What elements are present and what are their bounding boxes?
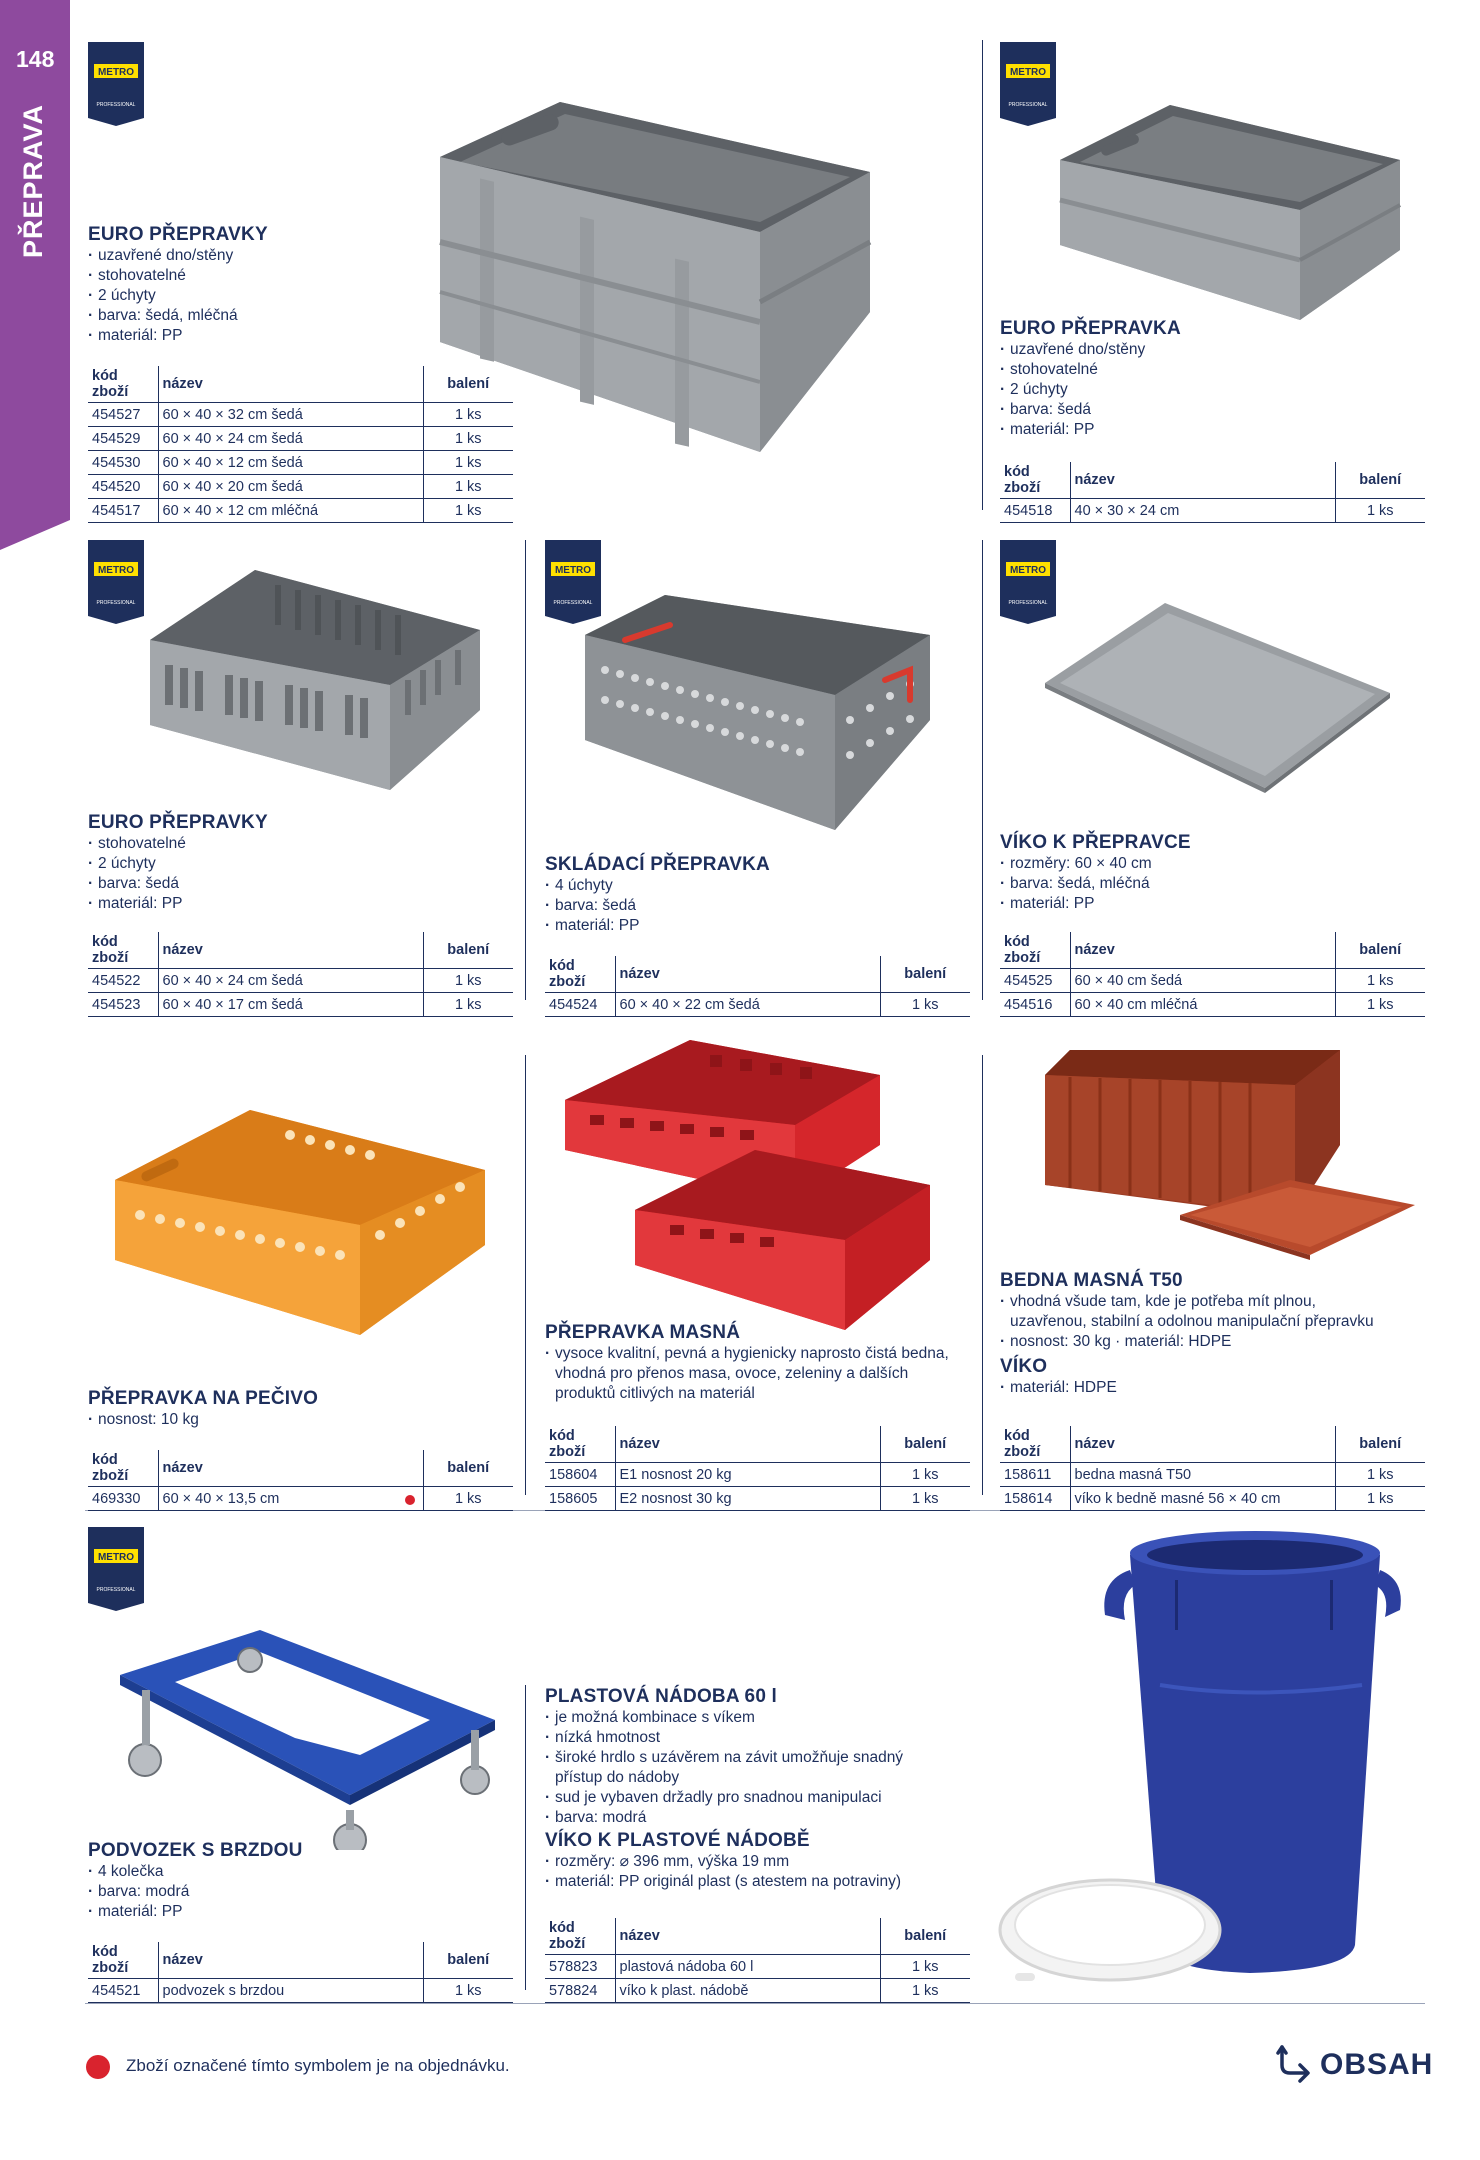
svg-text:METRO: METRO [1009,565,1047,576]
svg-text:PROFESSIONAL: PROFESSIONAL [1008,102,1048,108]
pack-size: 1 ks [880,1463,970,1487]
column-header-name: název [158,366,423,403]
product-title: EURO PŘEPRAVKY [88,224,268,245]
product-name: 60 × 40 × 24 cm šedá [158,427,423,451]
feature-list [1000,1378,1425,1398]
product-table [88,932,513,1017]
product-name: E1 nosnost 20 kg [615,1463,880,1487]
product-name: 60 × 40 cm šedá [1070,969,1335,993]
table-row [1000,993,1425,1017]
product-name: 60 × 40 × 32 cm šedá [158,403,423,427]
svg-text:PROFESSIONAL: PROFESSIONAL [1008,600,1048,606]
feature-item: · materiál: PP [545,916,970,936]
table-row [88,427,513,451]
svg-text:METRO: METRO [97,1552,135,1563]
column-divider [982,40,983,510]
column-divider [525,1685,526,1990]
product-table [545,956,970,1017]
feature-item: · 4 úchyty [545,876,970,896]
column-header-pack: balení [423,366,513,403]
feature-item: · 2 úchyty [1000,380,1425,400]
column-header-pack: balení [880,956,970,993]
column-header-name: název [615,956,880,993]
feature-item: · materiál: PP [88,326,513,346]
product-table [1000,932,1425,1017]
product-name: 60 × 40 × 17 cm šedá [158,993,423,1017]
column-header-name: název [158,932,423,969]
column-header-pack: balení [880,1918,970,1955]
pack-size: 1 ks [1335,1463,1425,1487]
column-header-name: název [1070,932,1335,969]
table-row [1000,499,1425,523]
column-header-pack: balení [1335,1426,1425,1463]
feature-list [545,876,970,936]
table-row [545,1979,970,2003]
pack-size: 1 ks [423,1487,513,1511]
feature-item: · barva: šedá [545,896,970,916]
product-name: 60 × 40 × 20 cm šedá [158,475,423,499]
column-header-name: název [615,1426,880,1463]
feature-item: · barva: modrá [545,1808,970,1828]
column-header-pack: balení [423,1450,513,1487]
metro-professional-logo [88,1527,144,1611]
column-divider [982,540,983,1000]
product-title: BEDNA MASNÁ T50 [1000,1270,1183,1291]
table-row [88,499,513,523]
toc-link[interactable]: OBSAH [1320,2048,1434,2081]
product-code: 454525 [1000,969,1070,993]
feature-list [88,834,513,914]
svg-text:PROFESSIONAL: PROFESSIONAL [96,1587,136,1593]
section-tab [0,0,70,550]
product-code: 158611 [1000,1463,1070,1487]
euro-crate-perforated-image [145,565,485,790]
product-table [545,1426,970,1511]
feature-item: · 4 kolečka [88,1862,513,1882]
product-code: 454517 [88,499,158,523]
feature-list [88,1862,513,1922]
feature-list [88,1410,513,1430]
table-row [545,1487,970,1511]
column-header-name: název [615,1918,880,1955]
product-name: 60 × 40 cm mléčná [1070,993,1335,1017]
product-table [1000,1426,1425,1511]
column-header-pack: balení [1335,462,1425,499]
pack-size: 1 ks [423,427,513,451]
feature-item: · materiál: PP [1000,420,1425,440]
product-code: 454516 [1000,993,1070,1017]
euro-crate-small-image [1055,100,1405,320]
product-name: E2 nosnost 30 kg [615,1487,880,1511]
table-row [88,1487,513,1511]
svg-text:PROFESSIONAL: PROFESSIONAL [96,102,136,108]
table-header [1000,932,1425,969]
product-name: 60 × 40 × 13,5 cm [162,1490,280,1507]
table-row [88,993,513,1017]
table-row [1000,969,1425,993]
pack-size: 1 ks [1335,1487,1425,1511]
pack-size: 1 ks [423,451,513,475]
product-code: 454518 [1000,499,1070,523]
product-code: 454529 [88,427,158,451]
pack-size: 1 ks [880,993,970,1017]
product-name: 60 × 40 × 12 cm mléčná [158,499,423,523]
product-block [88,1388,513,1430]
feature-item-continued: přístup do nádoby [555,1769,680,1786]
feature-item: · barva: šedá, mléčná [88,306,513,326]
feature-item: · materiál: PP [1000,894,1425,914]
column-header-name: název [158,1450,423,1487]
pack-size: 1 ks [880,1487,970,1511]
product-code: 158614 [1000,1487,1070,1511]
feature-item: · je možná kombinace s víkem [545,1708,970,1728]
feature-item: · stohovatelné [88,266,513,286]
table-header [88,932,513,969]
feature-list [1000,854,1425,914]
product-name: 60 × 40 × 12 cm šedá [158,451,423,475]
column-header-code: kód zboží [1000,1426,1070,1463]
product-block [88,224,513,346]
feature-item: · materiál: PP originál plast (s atestem na potraviny) [545,1872,970,1892]
product-name: plastová nádoba 60 l [615,1955,880,1979]
feature-list [545,1708,970,1828]
column-header-code: kód zboží [545,956,615,993]
feature-item: · nosnost: 30 kg · materiál: HDPE [1000,1332,1425,1352]
svg-text:PROFESSIONAL: PROFESSIONAL [96,600,136,606]
svg-text:PROFESSIONAL: PROFESSIONAL [553,600,593,606]
column-header-code: kód zboží [88,932,158,969]
product-table [545,1918,970,2003]
feature-item: · nízká hmotnost [545,1728,970,1748]
column-header-code: kód zboží [1000,462,1070,499]
return-arrow-icon[interactable] [1276,2043,1316,2087]
product-code: 454520 [88,475,158,499]
table-row [88,451,513,475]
product-title: PODVOZEK S BRZDOU [88,1840,303,1861]
feature-item: · materiál: HDPE [1000,1378,1425,1398]
folding-crate-image [580,590,935,830]
table-header [88,366,513,403]
feature-item: · stohovatelné [88,834,513,854]
feature-item: · vhodná všude tam, kde je potřeba mít plnou, [1000,1292,1425,1312]
product-table [1000,462,1425,523]
product-block [545,1322,970,1404]
table-header [545,1426,970,1463]
column-header-code: kód zboží [545,1918,615,1955]
product-code: 469330 [88,1487,158,1511]
feature-item: · materiál: PP [88,894,513,914]
pack-size: 1 ks [880,1955,970,1979]
dolly-image [110,1620,500,1850]
pack-size: 1 ks [423,475,513,499]
feature-list [88,246,513,346]
meat-crate-image [560,1035,935,1335]
product-code: 454523 [88,993,158,1017]
feature-item: · barva: šedá [1000,400,1425,420]
metro-professional-logo [88,42,144,126]
table-header [1000,462,1425,499]
column-header-name: název [1070,462,1335,499]
column-header-code: kód zboží [88,1450,158,1487]
metro-professional-logo [1000,42,1056,126]
table-row [1000,1487,1425,1511]
product-code: 454530 [88,451,158,475]
product-code: 454524 [545,993,615,1017]
crate-lid-image [1040,598,1395,793]
product-code: 454527 [88,403,158,427]
svg-text:METRO: METRO [97,67,135,78]
feature-item: · široké hrdlo s uzávěrem na závit umožňuje snadný [545,1748,970,1768]
column-header-pack: balení [423,932,513,969]
product-code: 454522 [88,969,158,993]
pack-size: 1 ks [1335,499,1425,523]
feature-item: · barva: šedá [88,874,513,894]
feature-item: · barva: modrá [88,1882,513,1902]
feature-list [1000,340,1425,440]
table-row [545,1463,970,1487]
order-only-dot-icon [86,2055,110,2079]
feature-item: · uzavřené dno/stěny [88,246,513,266]
svg-text:METRO: METRO [1009,67,1047,78]
column-header-name: název [1070,1426,1335,1463]
meat-box-t50-image [1040,1045,1420,1260]
product-block [1000,1270,1425,1398]
product-title: VÍKO K PŘEPRAVCE [1000,832,1191,853]
feature-list [545,1344,970,1404]
column-header-name: název [158,1942,423,1979]
feature-item-continued: uzavřenou, stabilní a odolnou manipulační přepravku [1010,1313,1374,1330]
product-code: 158605 [545,1487,615,1511]
table-header [545,1918,970,1955]
product-name: víko k bedně masné 56 × 40 cm [1070,1487,1335,1511]
product-table [88,366,513,523]
product-title: PŘEPRAVKA MASNÁ [545,1322,741,1343]
section-label: PŘEPRAVA [18,103,48,258]
feature-item: · stohovatelné [1000,360,1425,380]
product-name-cell [158,1487,423,1511]
feature-item-continued: vhodná pro přenos masa, ovoce, zeleniny a dalších [555,1365,909,1382]
bread-crate-image [110,1105,490,1335]
product-title: PLASTOVÁ NÁDOBA 60 l [545,1686,778,1707]
column-divider [525,1055,526,1495]
feature-item: · nosnost: 10 kg [88,1410,513,1430]
table-header [1000,1426,1425,1463]
order-only-dot-icon [405,1495,415,1505]
table-header [88,1942,513,1979]
product-block [88,1840,513,1922]
column-header-code: kód zboží [1000,932,1070,969]
column-header-pack: balení [880,1426,970,1463]
feature-item: · uzavřené dno/stěny [1000,340,1425,360]
product-title: EURO PŘEPRAVKA [1000,318,1181,339]
svg-text:METRO: METRO [97,565,135,576]
product-name: bedna masná T50 [1070,1463,1335,1487]
pack-size: 1 ks [423,499,513,523]
product-name: 40 × 30 × 24 cm [1070,499,1335,523]
feature-item: · sud je vybaven držadly pro snadnou manipulaci [545,1788,970,1808]
product-title: SKLÁDACÍ PŘEPRAVKA [545,854,770,875]
column-header-pack: balení [1335,932,1425,969]
feature-item: · barva: šedá, mléčná [1000,874,1425,894]
product-block [545,1686,970,1892]
product-table [88,1450,513,1511]
product-code: 578823 [545,1955,615,1979]
product-block [88,812,513,914]
product-block [545,854,970,936]
product-name: 60 × 40 × 22 cm šedá [615,993,880,1017]
metro-professional-logo [88,540,144,624]
pack-size: 1 ks [423,403,513,427]
feature-item: · 2 úchyty [88,854,513,874]
product-title: PŘEPRAVKA NA PEČIVO [88,1388,319,1409]
product-name: víko k plast. nádobě [615,1979,880,2003]
column-divider [982,1055,983,1495]
product-table [88,1942,513,2003]
table-header [88,1450,513,1487]
svg-text:METRO: METRO [554,565,592,576]
table-row [88,1979,513,2003]
feature-item: · vysoce kvalitní, pevná a hygienicky naprosto čistá bedna, [545,1344,970,1364]
product-title: EURO PŘEPRAVKY [88,812,268,833]
product-subtitle: VÍKO K PLASTOVÉ NÁDOBĚ [545,1830,810,1851]
plastic-drum-image [990,1525,1410,1985]
column-divider [525,540,526,1000]
product-code: 158604 [545,1463,615,1487]
footer-note: Zboží označené tímto symbolem je na objednávku. [126,2056,510,2075]
product-name: podvozek s brzdou [158,1979,423,2003]
product-block [1000,318,1425,440]
table-row [545,993,970,1017]
feature-item: · materiál: PP [88,1902,513,1922]
table-row [88,403,513,427]
column-header-code: kód zboží [88,1942,158,1979]
pack-size: 1 ks [423,969,513,993]
pack-size: 1 ks [880,1979,970,2003]
feature-item: · 2 úchyty [88,286,513,306]
column-header-code: kód zboží [88,366,158,403]
product-code: 454521 [88,1979,158,2003]
product-code: 578824 [545,1979,615,2003]
table-row [545,1955,970,1979]
page-number: 148 [16,46,55,72]
pack-size: 1 ks [423,1979,513,2003]
product-name: 60 × 40 × 24 cm šedá [158,969,423,993]
column-header-code: kód zboží [545,1426,615,1463]
product-block [1000,832,1425,914]
product-subtitle: VÍKO [1000,1356,1048,1377]
row-divider [85,2003,1425,2004]
feature-item: · rozměry: ⌀ 396 mm, výška 19 mm [545,1852,970,1872]
table-row [88,969,513,993]
feature-item: · rozměry: 60 × 40 cm [1000,854,1425,874]
pack-size: 1 ks [1335,993,1425,1017]
table-header [545,956,970,993]
table-row [88,475,513,499]
feature-item-continued: produktů citlivých na materiál [555,1385,755,1402]
table-row [1000,1463,1425,1487]
feature-list [545,1852,970,1892]
pack-size: 1 ks [1335,969,1425,993]
pack-size: 1 ks [423,993,513,1017]
feature-list [1000,1292,1425,1352]
column-header-pack: balení [423,1942,513,1979]
